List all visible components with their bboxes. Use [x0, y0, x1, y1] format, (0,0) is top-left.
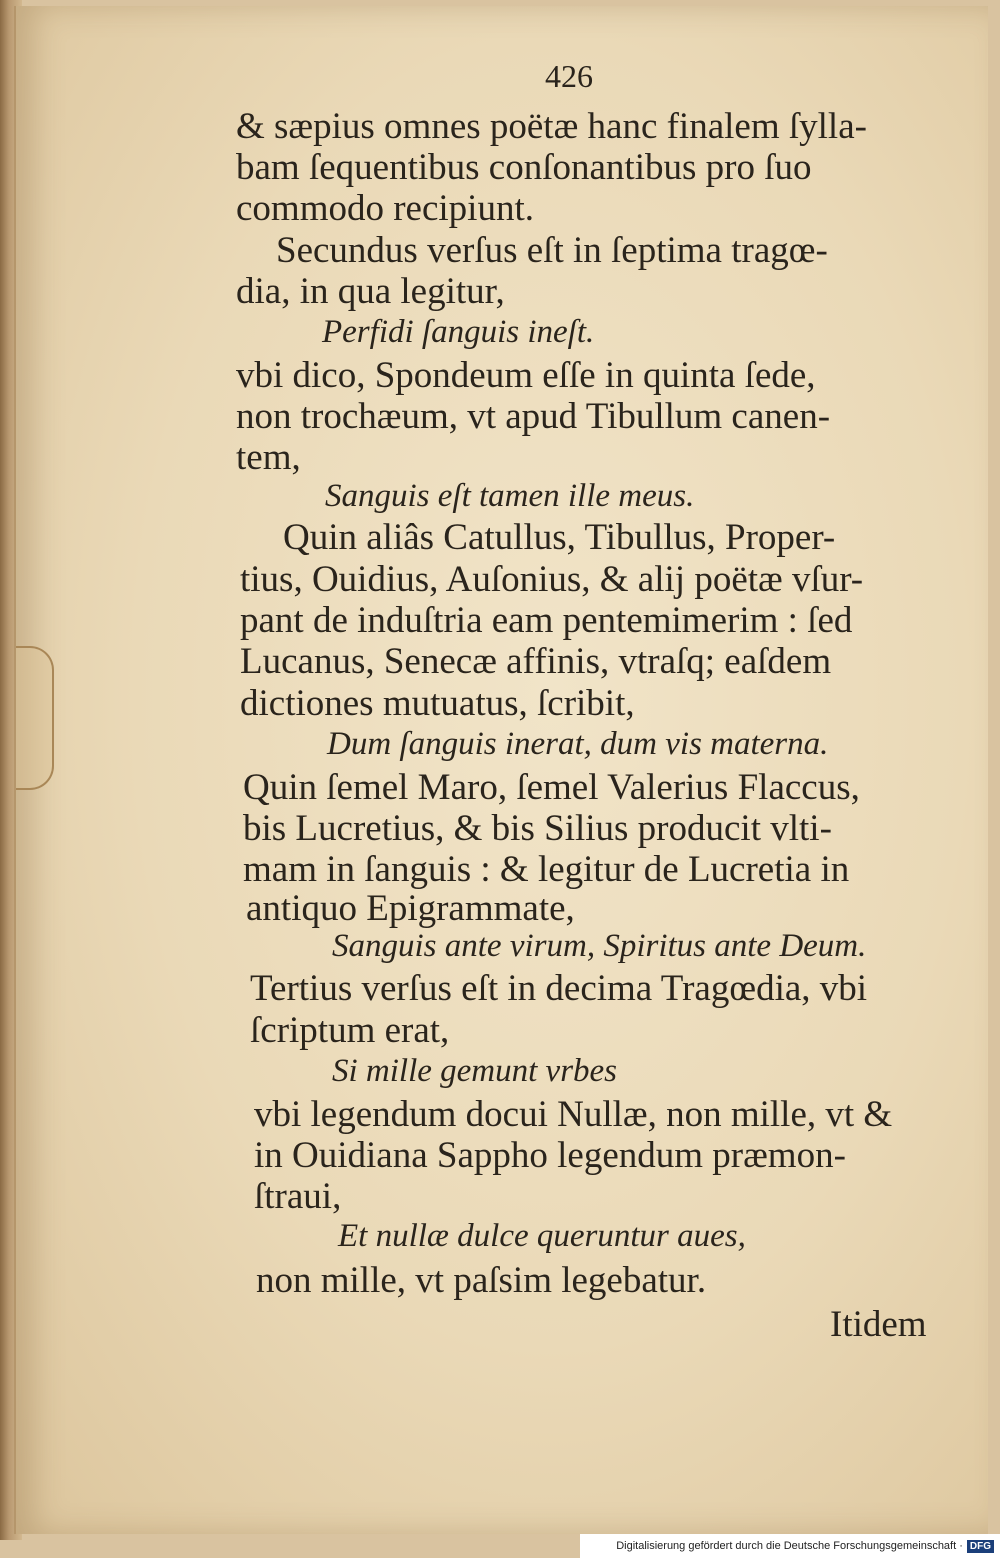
text-line-13: pant de induſtria eam pentemimerim : ſed	[240, 600, 853, 641]
text-line-7: vbi dico, Spondeum eſſe in quinta ſede,	[236, 355, 816, 396]
verse-line-1: Perfidi ſanguis ineſt.	[322, 314, 595, 350]
text-line-9: tem,	[236, 437, 301, 478]
text-line-15: dictiones mutuatus, ſcribit,	[240, 683, 635, 724]
text-line-22: Tertius verſus eſt in decima Tragœdia, vbi	[250, 968, 868, 1009]
text-line-11: Quin aliâs Catullus, Tibullus, Proper-	[283, 517, 836, 558]
digitization-footer	[580, 1534, 1000, 1558]
dfg-logo: DFG	[967, 1540, 994, 1553]
verse-line-5: Si mille gemunt vrbes	[332, 1053, 618, 1089]
funding-note: Digitalisierung gefördert durch die Deutsche Forschungsgemeinschaft ·	[616, 1540, 963, 1552]
text-line-26: in Ouidiana Sappho legendum præmon-	[254, 1135, 846, 1176]
verse-line-6: Et nullæ dulce queruntur aues,	[338, 1218, 746, 1254]
verse-line-3: Dum ſanguis inerat, dum vis materna.	[327, 726, 829, 762]
text-line-18: bis Lucretius, & bis Silius producit vlti-	[243, 808, 832, 849]
text-line-17: Quin ſemel Maro, ſemel Valerius Flaccus,	[243, 767, 860, 808]
page-tab-marker	[16, 646, 54, 790]
text-line-20: antiquo Epigrammate,	[246, 888, 575, 929]
verse-line-2: Sanguis eſt tamen ille meus.	[325, 478, 695, 514]
text-line-27: ſtraui,	[254, 1176, 342, 1217]
verse-line-4: Sanguis ante virum, Spiritus ante Deum.	[332, 928, 867, 964]
text-line-12: tius, Ouidius, Auſonius, & alij poëtæ vſur-	[240, 559, 864, 600]
text-line-1: & sæpius omnes poëtæ hanc finalem ſylla-	[236, 106, 867, 147]
text-line-8: non trochæum, vt apud Tibullum canen-	[236, 396, 831, 437]
text-line-25: vbi legendum docui Nullæ, non mille, vt &	[254, 1094, 893, 1135]
text-line-3: commodo recipiunt.	[236, 188, 534, 229]
text-line-5: dia, in qua legitur,	[236, 271, 505, 312]
text-line-19: mam in ſanguis : & legitur de Lucretia in	[243, 849, 850, 890]
text-line-14: Lucanus, Senecæ affinis, vtraſq; eaſdem	[240, 641, 832, 682]
text-line-23: ſcriptum erat,	[250, 1010, 450, 1051]
page-number: 426	[545, 58, 593, 94]
text-line-4: Secundus verſus eſt in ſeptima tragœ-	[276, 230, 828, 271]
catchword: Itidem	[830, 1304, 927, 1345]
text-line-29: non mille, vt paſsim legebatur.	[256, 1260, 707, 1301]
text-line-2: bam ſequentibus conſonantibus pro ſuo	[236, 147, 812, 188]
